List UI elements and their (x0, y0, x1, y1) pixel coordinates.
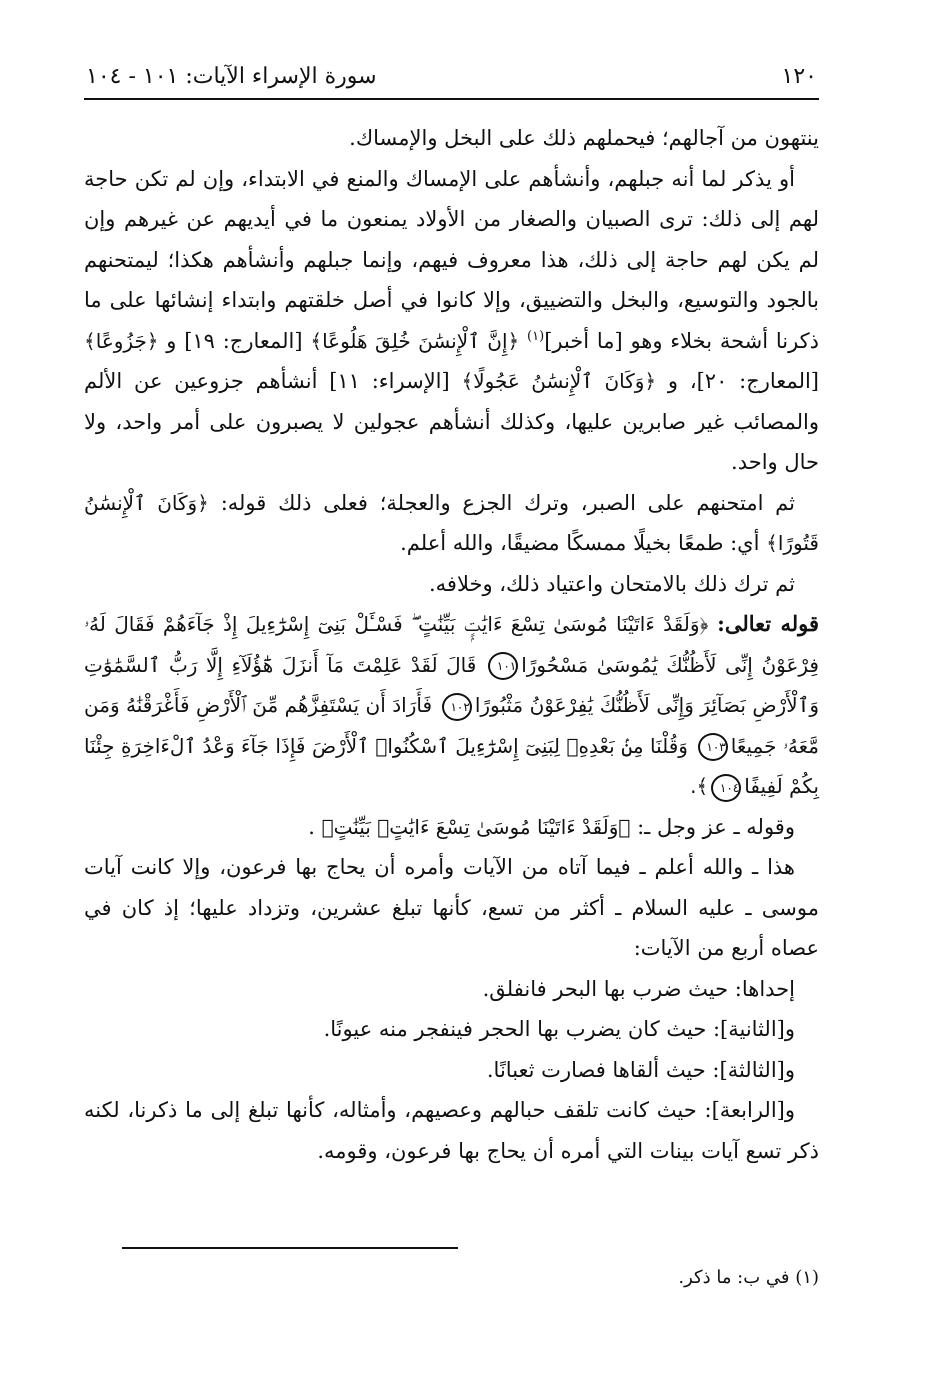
paragraph-6: هذا ـ والله أعلم ـ فيما آتاه من الآيات وأمره أن يحاج بها فرعون، وإلا كانت آيات موسى ـ عليه السلام ـ أكثر من تسع، كأنها تبلغ عشرين، وتزداد عليها؛ إذ كان في عصاه أربع من الآيات: (84, 855, 819, 960)
paragraph-1: ينتهون من آجالهم؛ فيحملهم ذلك على البخل والإمساك. (349, 126, 819, 150)
paragraph-3: ثم امتحنهم على الصبر، وترك الجزع والعجلة؛ فعلى ذلك قوله: ﴿وَكَانَ ٱلْإِنسَٰنُ قَتُورًا﴾ أي: طمعًا بخيلًا ممسكًا مضيقًا، والله أعلم. (84, 490, 819, 555)
header-rule (84, 98, 819, 100)
paragraph-5: وقوله ـ عز وجل ـ: ﴿وَلَقَدْ ءَاتَيْنَا مُوسَىٰ تِسْعَ ءَايَٰتٍۭ بَيِّنَٰتٍ﴾ . (308, 814, 795, 839)
ayah-number-icon: ١٠٢ (442, 693, 472, 721)
quran-quote: ﴿وَكَانَ ٱلْإِنسَٰنُ قَتُورًا﴾ (84, 490, 819, 555)
footnote-marker: (١) (795, 1267, 819, 1288)
paragraph-2: أو يذكر لما أنه جبلهم، وأنشأهم على الإمساك والمنع في الابتداء، وإن لم تكن حاجة لهم إلى ذلك: ترى الصبيان والصغار من الأولاد يمنعون ما في أيديهم عن غيرهم وإن لم يكن لهم حاجة إلى ذلك، هذا معروف فيهم، وإنما جبلهم وأنشأهم هكذا؛ ليمتحنهم بالجود والتوسيع، والبخل والتضييق، وإلا كانوا في أصل خلقتهم وابتداء إنشائها على ما ذكرنا أشحة بخلاء وهو [ما أخبر]$^{(١)}$ ﴿إِنَّ ٱلْإِنسَٰنَ خُلِقَ هَلُوعًا﴾ [المعارج: ١٩] و ﴿جَزُوعًا﴾ [المعارج: ٢٠]، و ﴿وَكَانَ ٱلْإِنسَٰنُ عَجُولًا﴾ [الإسراء: ١١] أنشأهم جزوعين عن الألم والمصائب غير صابرين عليها، وكذلك أنشأهم عجولين لا يصبرون على أمر واحد، ولا حال واحد. (84, 166, 820, 474)
ayah-number-icon: ١٠١ (488, 652, 518, 680)
ayah-number-icon: ١٠٣ (698, 733, 728, 761)
paragraph-8: و[الثانية]: حيث كان يضرب بها الحجر فينفجر منه عيونًا. (323, 1017, 795, 1041)
footnote-ref-1[interactable]: (١) (527, 328, 545, 344)
page-body (84, 118, 819, 1171)
running-title: سورة الإسراء الآيات: ١٠١ - ١٠٤ (86, 64, 377, 89)
verse-block: قوله تعالى: ﴿وَلَقَدْ ءَاتَيْنَا مُوسَىٰ تِسْعَ ءَايَٰتٍۭ بَيِّنَٰتٍ ۖ فَسْـَٔلْ بَنِىٓ إِسْرَٰٓءِيلَ إِذْ جَآءَهُمْ فَقَالَ لَهُۥ فِرْعَوْنُ إِنِّى لَأَظُنُّكَ يَٰمُوسَىٰ مَسْحُورًا١٠١ قَالَ لَقَدْ عَلِمْتَ مَآ أَنزَلَ هَٰٓؤُلَآءِ إِلَّا رَبُّ ٱلسَّمَٰوَٰتِ وَٱلْأَرْضِ بَصَآئِرَ وَإِنِّى لَأَظُنُّكَ يَٰفِرْعَوْنُ مَثْبُورًا١٠٢ فَأَرَادَ أَن يَسْتَفِزَّهُم مِّنَ ٱلْأَرْضِ فَأَغْرَقْنَٰهُ وَمَن مَّعَهُۥ جَمِيعًا١٠٣ وَقُلْنَا مِنۢ بَعْدِهِۦ لِبَنِىٓ إِسْرَٰٓءِيلَ ٱسْكُنُوا۟ ٱلْأَرْضَ فَإِذَا جَآءَ وَعْدُ ٱلْءَاخِرَةِ جِئْنَا بِكُمْ لَفِيفًا١٠٤﴾. (84, 604, 819, 807)
page-number: ١٢٠ (781, 64, 817, 89)
paragraph-10: و[الرابعة]: حيث كانت تلقف حبالهم وعصيهم، وأمثاله، كأنها تبلغ إلى ما ذكرنا، لكنه ذكر تسع آيات بينات التي أمره أن يحاج بها فرعون، وقومه. (84, 1098, 819, 1163)
footnote-1 (678, 1264, 819, 1292)
verse-lead: قوله تعالى: (717, 611, 819, 636)
footnote-rule (122, 1247, 458, 1249)
paragraph-4: ثم ترك ذلك بالامتحان واعتياد ذلك، وخلافه. (428, 571, 795, 596)
paragraph-7: إحداها: حيث ضرب بها البحر فانفلق. (482, 976, 795, 1001)
quran-quote: ﴿إِنَّ ٱلْإِنسَٰنَ خُلِقَ هَلُوعًا﴾ (310, 328, 520, 353)
quran-quote: ﴿جَزُوعًا﴾ (84, 328, 159, 353)
ayah-number-icon: ١٠٤ (711, 774, 741, 802)
footnote-text: في ب: ما ذكر. (678, 1267, 790, 1288)
quran-quote: ﴿وَكَانَ ٱلْإِنسَٰنُ عَجُولًا﴾ (461, 369, 657, 393)
quran-quote: ﴿وَلَقَدْ ءَاتَيْنَا مُوسَىٰ تِسْعَ ءَايَٰتٍۭ بَيِّنَٰتٍ﴾ (321, 814, 631, 839)
running-header (84, 62, 819, 92)
paragraph-9: و[الثالثة]: حيث ألقاها فصارت ثعبانًا. (486, 1057, 795, 1082)
